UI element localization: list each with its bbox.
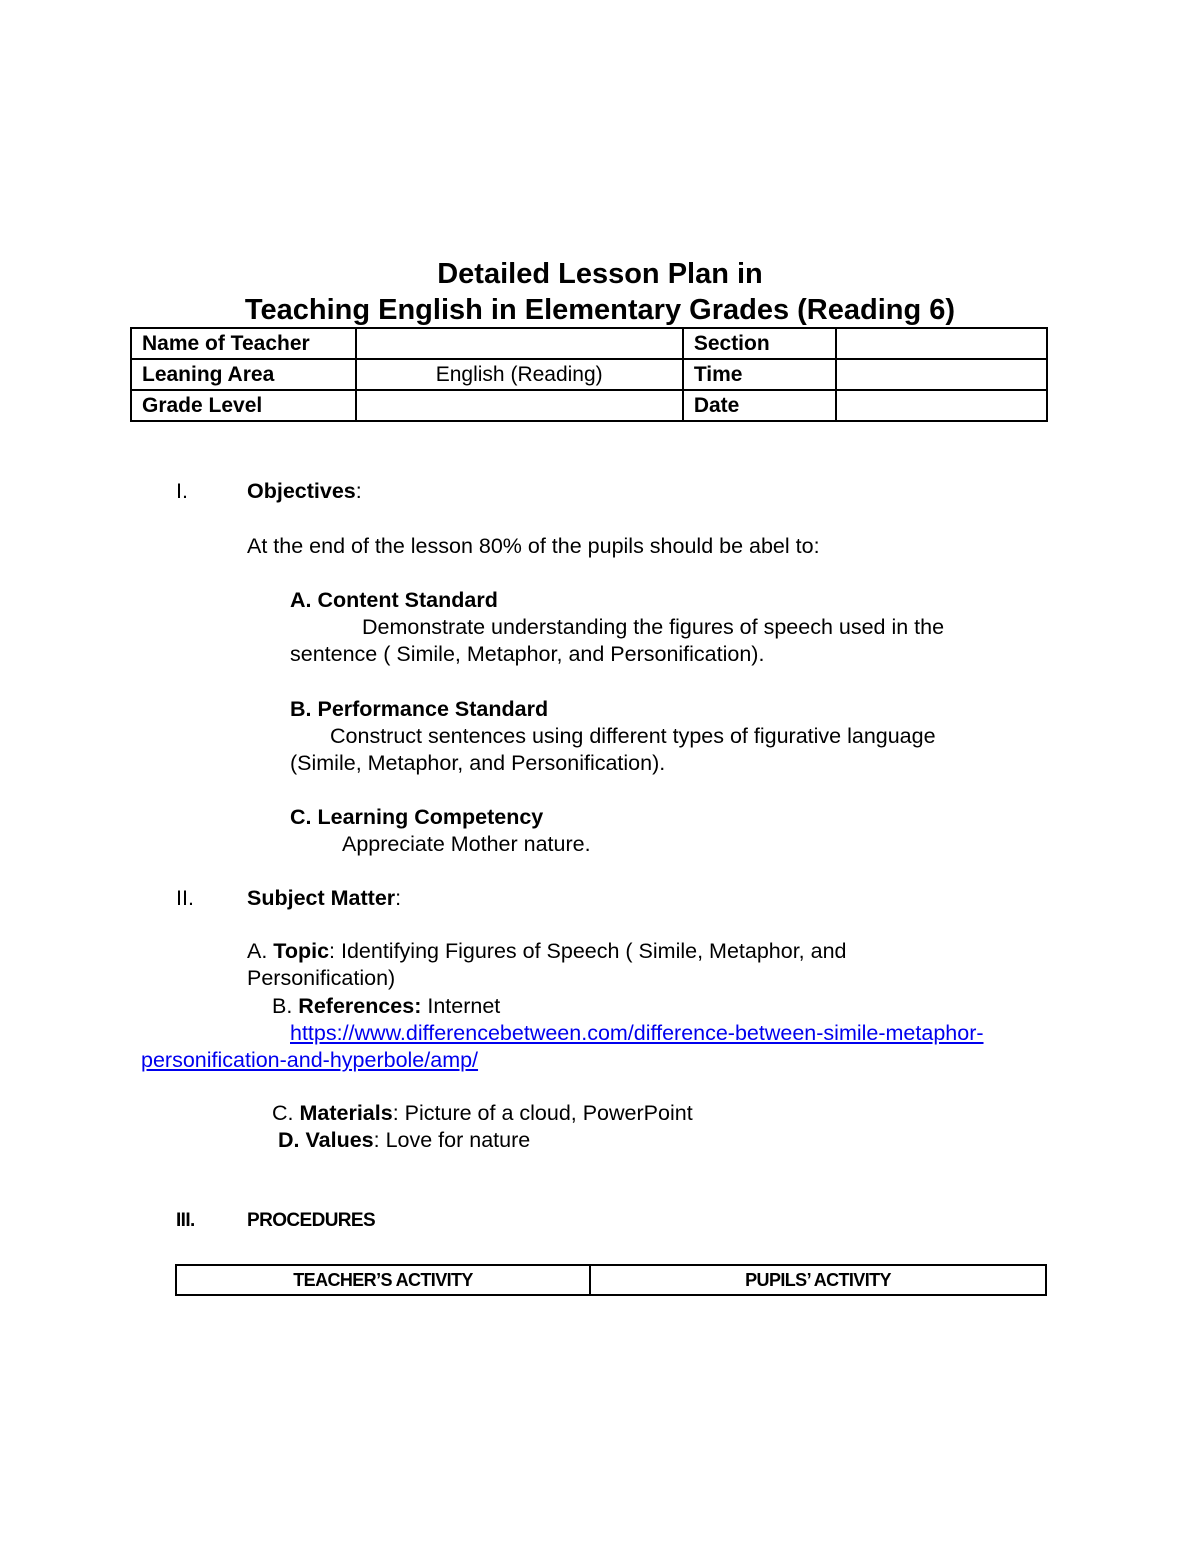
values-value: : Love for nature (373, 1128, 531, 1152)
learning-area-label: Leaning Area (131, 359, 356, 390)
reference-url-link-line2[interactable]: personification-and-hyperbole/amp/ (141, 1048, 479, 1072)
materials-prefix: C. (272, 1101, 300, 1125)
topic-line2: Personification) (247, 966, 396, 990)
reference-url-link-line1[interactable]: https://www.differencebetween.com/difference-between-simile-metaphor- (290, 1021, 984, 1045)
teacher-name-value (356, 328, 683, 359)
performance-standard-line2: (Simile, Metaphor, and Personification). (290, 751, 666, 775)
date-value (836, 390, 1047, 421)
document-title-line2: Teaching English in Elementary Grades (Reading 6) (244, 294, 956, 326)
references-value: Internet (421, 994, 501, 1018)
subject-matter-heading (247, 885, 401, 912)
topic-prefix: A. (247, 939, 274, 963)
values-prefix: D. (278, 1128, 306, 1152)
learning-competency-heading: C. Learning Competency (290, 805, 544, 829)
materials-line (272, 1100, 693, 1127)
objectives-heading (247, 478, 362, 505)
content-standard-line1: Demonstrate understanding the figures of speech used in the (362, 615, 945, 639)
subject-matter-heading-text: Subject Matter (247, 886, 396, 910)
grade-level-label: Grade Level (131, 390, 356, 421)
references-label: References: (298, 994, 422, 1018)
section-label: Section (683, 328, 836, 359)
procedures-table (175, 1264, 1047, 1296)
values-line (278, 1127, 530, 1154)
teacher-name-label: Name of Teacher (131, 328, 356, 359)
references-prefix: B. (272, 994, 299, 1018)
values-label: Values (305, 1128, 374, 1152)
materials-label: Materials (299, 1101, 393, 1125)
objectives-intro: At the end of the lesson 80% of the pupils should be abel to: (247, 534, 820, 558)
subject-matter-colon: : (395, 886, 402, 910)
teachers-activity-header: TEACHER’S ACTIVITY (176, 1265, 590, 1295)
time-label: Time (683, 359, 836, 390)
objectives-colon: : (355, 479, 362, 503)
subject-matter-numeral: II. (176, 886, 194, 910)
grade-level-value (356, 390, 683, 421)
table-row (131, 359, 1047, 390)
document-title-line1: Detailed Lesson Plan in (437, 258, 763, 290)
procedures-numeral: III. (176, 1210, 195, 1231)
materials-value: : Picture of a cloud, PowerPoint (392, 1101, 693, 1125)
table-row (176, 1265, 1046, 1295)
learning-competency-line1: Appreciate Mother nature. (342, 832, 591, 856)
procedures-heading: PROCEDURES (247, 1210, 376, 1231)
topic-line1 (247, 938, 847, 965)
topic-label: Topic (273, 939, 330, 963)
pupils-activity-header: PUPILS’ ACTIVITY (590, 1265, 1046, 1295)
references-line (272, 993, 500, 1020)
section-value (836, 328, 1047, 359)
objectives-heading-text: Objectives (247, 479, 356, 503)
performance-standard-heading: B. Performance Standard (290, 697, 549, 721)
table-row (131, 390, 1047, 421)
learning-area-value: English (Reading) (356, 359, 683, 390)
lesson-info-table (130, 327, 1048, 422)
date-label: Date (683, 390, 836, 421)
performance-standard-line1: Construct sentences using different types of figurative language (330, 724, 936, 748)
objectives-numeral: I. (176, 479, 188, 503)
content-standard-line2: sentence ( Simile, Metaphor, and Personification). (290, 642, 765, 666)
time-value (836, 359, 1047, 390)
content-standard-heading: A. Content Standard (290, 588, 498, 612)
topic-text: : Identifying Figures of Speech ( Simile, Metaphor, and (329, 939, 847, 963)
table-row (131, 328, 1047, 359)
